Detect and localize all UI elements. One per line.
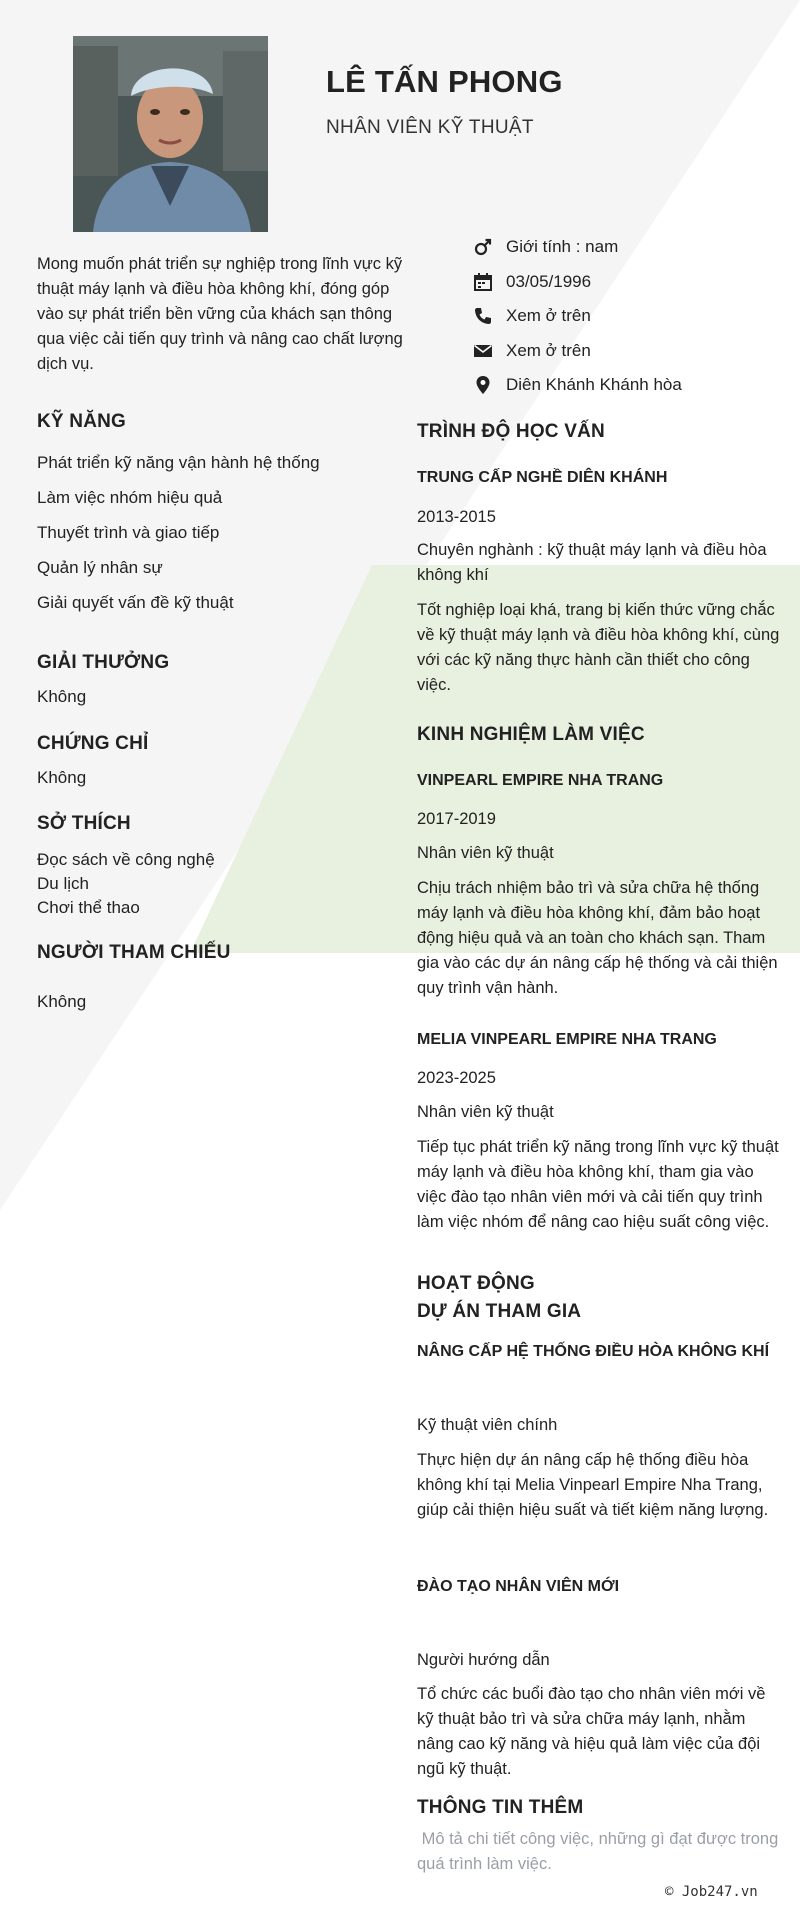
hobbies-heading: SỞ THÍCH: [37, 813, 131, 834]
hobby-item: Du lịch: [37, 874, 89, 893]
contact-list: [472, 230, 792, 403]
job-description: Tiếp tục phát triển kỹ năng trong lĩnh vực kỹ thuật máy lạnh và điều hòa không khí, tham gia vào việc đào tạo nhân viên mới và cải tiến quy trình làm việc nhóm để nâng cao hiệu suất công việc.: [417, 1138, 779, 1231]
experience-heading: KINH NGHIỆM LÀM VIỆC: [417, 724, 645, 745]
hobbies-list: [37, 848, 215, 920]
project-name: ĐÀO TẠO NHÂN VIÊN MỚI: [417, 1578, 620, 1595]
awards-text: Không: [37, 687, 87, 706]
education-description: Tốt nghiệp loại khá, trang bị kiến thức vững chắc về kỹ thuật máy lạnh và điều hòa không khí, cùng với các kỹ năng thực hành cần thiết cho công việc.: [417, 601, 780, 694]
additional-info-placeholder: Mô tả chi tiết công việc, những gì đạt được trong quá trình làm việc.: [417, 1830, 783, 1873]
education-major: Chuyên nghành : kỹ thuật máy lạnh và điều hòa không khí: [417, 541, 767, 584]
hobby-item: Chơi thể thao: [37, 898, 140, 917]
project-description: Thực hiện dự án nâng cấp hệ thống điều hòa không khí tại Melia Vinpearl Empire Nha Trang, giúp cải thiện hiệu suất và tiết kiệm năng lượng.: [417, 1451, 769, 1519]
email-icon: [472, 340, 494, 362]
job-company: VINPEARL EMPIRE NHA TRANG: [417, 772, 664, 789]
references-text: Không: [37, 992, 87, 1011]
skill-item: Làm việc nhóm hiệu quả: [37, 488, 223, 507]
education-school: TRUNG CẤP NGHỀ DIÊN KHÁNH: [417, 469, 668, 486]
skill-item: Phát triển kỹ năng vận hành hệ thống: [37, 453, 320, 472]
additional-info-heading: THÔNG TIN THÊM: [417, 1797, 584, 1818]
hobby-item: Đọc sách về công nghệ: [37, 850, 215, 869]
certificates-heading: CHỨNG CHỈ: [37, 733, 149, 754]
skill-item: Quản lý nhân sự: [37, 558, 163, 577]
activities-heading: HOẠT ĐỘNG: [417, 1273, 535, 1294]
contact-phone: [472, 299, 792, 334]
profile-photo: [73, 36, 268, 232]
phone-icon: [472, 305, 494, 327]
skill-item: Thuyết trình và giao tiếp: [37, 523, 220, 542]
gender-icon: [472, 236, 494, 258]
contact-birthdate: [472, 265, 792, 300]
job-role: Nhân viên kỹ thuật: [417, 844, 554, 862]
contact-gender-text: Giới tính : nam: [506, 237, 619, 257]
certificates-text: Không: [37, 768, 87, 787]
job-description: Chịu trách nhiệm bảo trì và sửa chữa hệ thống máy lạnh và điều hòa không khí, đảm bảo hoạt động hiệu quả và an toàn cho khách sạn. Tham gia vào các dự án nâng cấp hệ thống và cải thiện quy trình vận hành.: [417, 879, 778, 997]
calendar-icon: [472, 271, 494, 293]
skills-list: [37, 451, 320, 626]
contact-email: [472, 334, 792, 369]
contact-address: [472, 368, 792, 403]
contact-email-text: Xem ở trên: [506, 340, 591, 360]
footer-copyright: © Job247.vn: [665, 1884, 758, 1900]
projects-heading: DỰ ÁN THAM GIA: [417, 1301, 582, 1322]
job-company: MELIA VINPEARL EMPIRE NHA TRANG: [417, 1031, 717, 1048]
awards-heading: GIẢI THƯỞNG: [37, 652, 170, 673]
education-heading: TRÌNH ĐỘ HỌC VẤN: [417, 421, 605, 442]
contact-phone-text: Xem ở trên: [506, 306, 591, 326]
contact-birthdate-text: 03/05/1996: [506, 271, 592, 291]
skill-item: Giải quyết vấn đề kỹ thuật: [37, 593, 234, 612]
education-period: 2013-2015: [417, 508, 496, 526]
contact-gender: [472, 230, 792, 265]
project-name: NÂNG CẤP HỆ THỐNG ĐIỀU HÒA KHÔNG KHÍ: [417, 1343, 770, 1360]
career-objective: Mong muốn phát triển sự nghiệp trong lĩnh vực kỹ thuật máy lạnh và điều hòa không khí, đóng góp vào sự phát triển bền vững của khách sạn thông qua việc cải tiến quy trình và nâng cao chất lượng dịch vụ.: [37, 255, 403, 373]
job-period: 2023-2025: [417, 1069, 496, 1087]
location-pin-icon: [472, 374, 494, 396]
references-heading: NGƯỜI THAM CHIẾU: [37, 942, 231, 963]
job-period: 2017-2019: [417, 810, 496, 828]
project-role: Người hướng dẫn: [417, 1651, 550, 1669]
job-role: Nhân viên kỹ thuật: [417, 1103, 554, 1121]
contact-address-text: Diên Khánh Khánh hòa: [506, 375, 682, 395]
project-description: Tổ chức các buổi đào tạo cho nhân viên mới về kỹ thuật bảo trì và sửa chữa máy lạnh, nhằm nâng cao kỹ năng và hiệu quả làm việc của đội ngũ kỹ thuật.: [417, 1685, 766, 1778]
skills-heading: KỸ NĂNG: [37, 411, 127, 432]
job-title: NHÂN VIÊN KỸ THUẬT: [326, 117, 534, 138]
candidate-name: LÊ TẤN PHONG: [326, 64, 563, 99]
project-role: Kỹ thuật viên chính: [417, 1416, 558, 1434]
